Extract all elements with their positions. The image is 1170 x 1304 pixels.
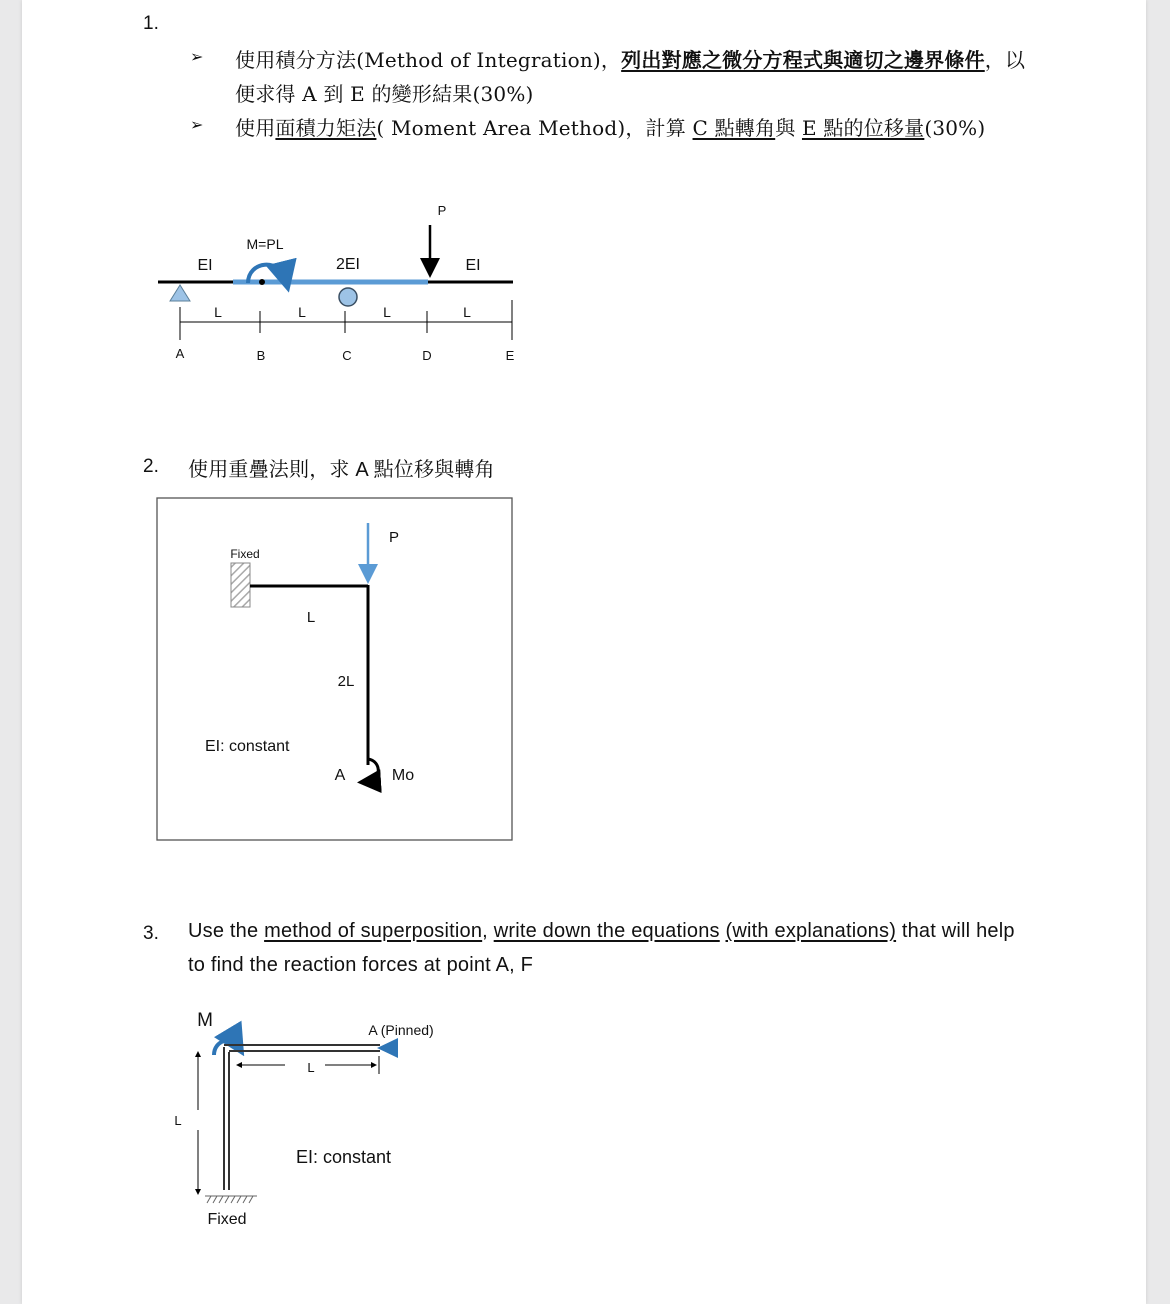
q1-bullet1-pre: 使用積分方法(Method of Integration)， xyxy=(235,48,622,72)
vertical-length-label: 2L xyxy=(337,673,355,690)
fixed-label: Fixed xyxy=(207,1211,247,1228)
fixed-support-icon xyxy=(231,563,250,607)
q1-b2-t4: (30%) xyxy=(924,116,986,140)
point-label: C xyxy=(342,348,352,363)
question-2-number: 2. xyxy=(143,456,159,477)
vertical-length-label: L xyxy=(174,1113,182,1128)
q3-t1: Use the xyxy=(188,920,265,942)
q2-text-start: 使用重疊法則，求 xyxy=(188,457,350,481)
q1-bullet1-line1 xyxy=(235,44,1025,73)
load-label: P xyxy=(437,203,447,218)
fixed-label: Fixed xyxy=(230,547,260,561)
point-label: E xyxy=(505,348,515,363)
q1-b2-u1: 面積力矩法 xyxy=(275,116,377,140)
moment-arrow-icon xyxy=(214,1040,238,1055)
q1-b2-t3: 與 xyxy=(775,116,802,140)
q2-text-end: 點位移與轉角 xyxy=(373,457,495,481)
question-3-number: 3. xyxy=(143,923,159,944)
ei-label: EI: constant xyxy=(205,738,290,755)
q3-u3: (with explanations) xyxy=(725,920,897,942)
pin-support-icon xyxy=(170,285,190,301)
load-label: P xyxy=(388,529,400,546)
q2-text-a: A xyxy=(349,459,374,481)
ei-label: EI: constant xyxy=(296,1147,392,1167)
q3-line2: to find the reaction forces at point A, F xyxy=(188,954,534,976)
moment-label: M=PL xyxy=(246,236,284,252)
point-label: A xyxy=(175,346,185,361)
q3-t4: that will help xyxy=(896,920,1015,942)
bullet-marker: ➢ xyxy=(190,49,204,66)
q3-line1 xyxy=(188,920,1015,943)
question-1-number: 1. xyxy=(143,13,159,34)
stiffness-label: 2EI xyxy=(335,256,361,273)
horizontal-length-label: L xyxy=(307,1060,315,1075)
q1-beam-diagram xyxy=(130,195,520,375)
q3-u1: method of superposition xyxy=(264,920,483,942)
q3-frame-diagram xyxy=(137,1000,457,1235)
stiffness-label: EI xyxy=(197,257,213,274)
q1-bullet2-line xyxy=(235,112,985,141)
figure-border xyxy=(157,498,512,840)
q1-b2-t2: ( Moment Area Method)，計算 xyxy=(376,116,693,140)
moment-label: M xyxy=(197,1010,213,1031)
point-label: D xyxy=(422,348,432,363)
moment-label: Mo xyxy=(391,767,415,784)
q1-bullet1-post: ，以 xyxy=(984,48,1026,72)
bullet-marker: ➢ xyxy=(190,117,204,134)
fixed-support-icon xyxy=(205,1196,257,1203)
q1-b2-t1: 使用 xyxy=(235,116,276,140)
span-label: L xyxy=(463,304,471,320)
point-a-label: A xyxy=(334,767,346,784)
horizontal-length-label: L xyxy=(306,609,316,626)
stiffness-label: EI xyxy=(465,257,481,274)
span-label: L xyxy=(298,304,306,320)
span-label: L xyxy=(214,304,222,320)
q1-b2-u3: E 點的位移量 xyxy=(801,116,925,140)
q2-text xyxy=(188,453,495,482)
q1-bullet1-emphasis: 列出對應之微分方程式與適切之邊界條件 xyxy=(621,48,985,72)
span-label: L xyxy=(383,304,391,320)
q1-bullet1-line2: 便求得 A 到 E 的變形結果(30%) xyxy=(235,82,534,106)
pinned-label: A (Pinned) xyxy=(368,1022,434,1038)
document-page xyxy=(22,0,1146,1304)
pin-support-icon xyxy=(377,1038,398,1058)
roller-support-icon xyxy=(339,288,357,306)
q3-t2: , xyxy=(482,920,494,942)
q2-frame-diagram xyxy=(156,497,514,843)
point-label: B xyxy=(256,348,266,363)
q1-b2-u2: C 點轉角 xyxy=(692,116,776,140)
hinge-icon xyxy=(259,279,265,285)
q3-u2: write down the equations xyxy=(493,920,720,942)
